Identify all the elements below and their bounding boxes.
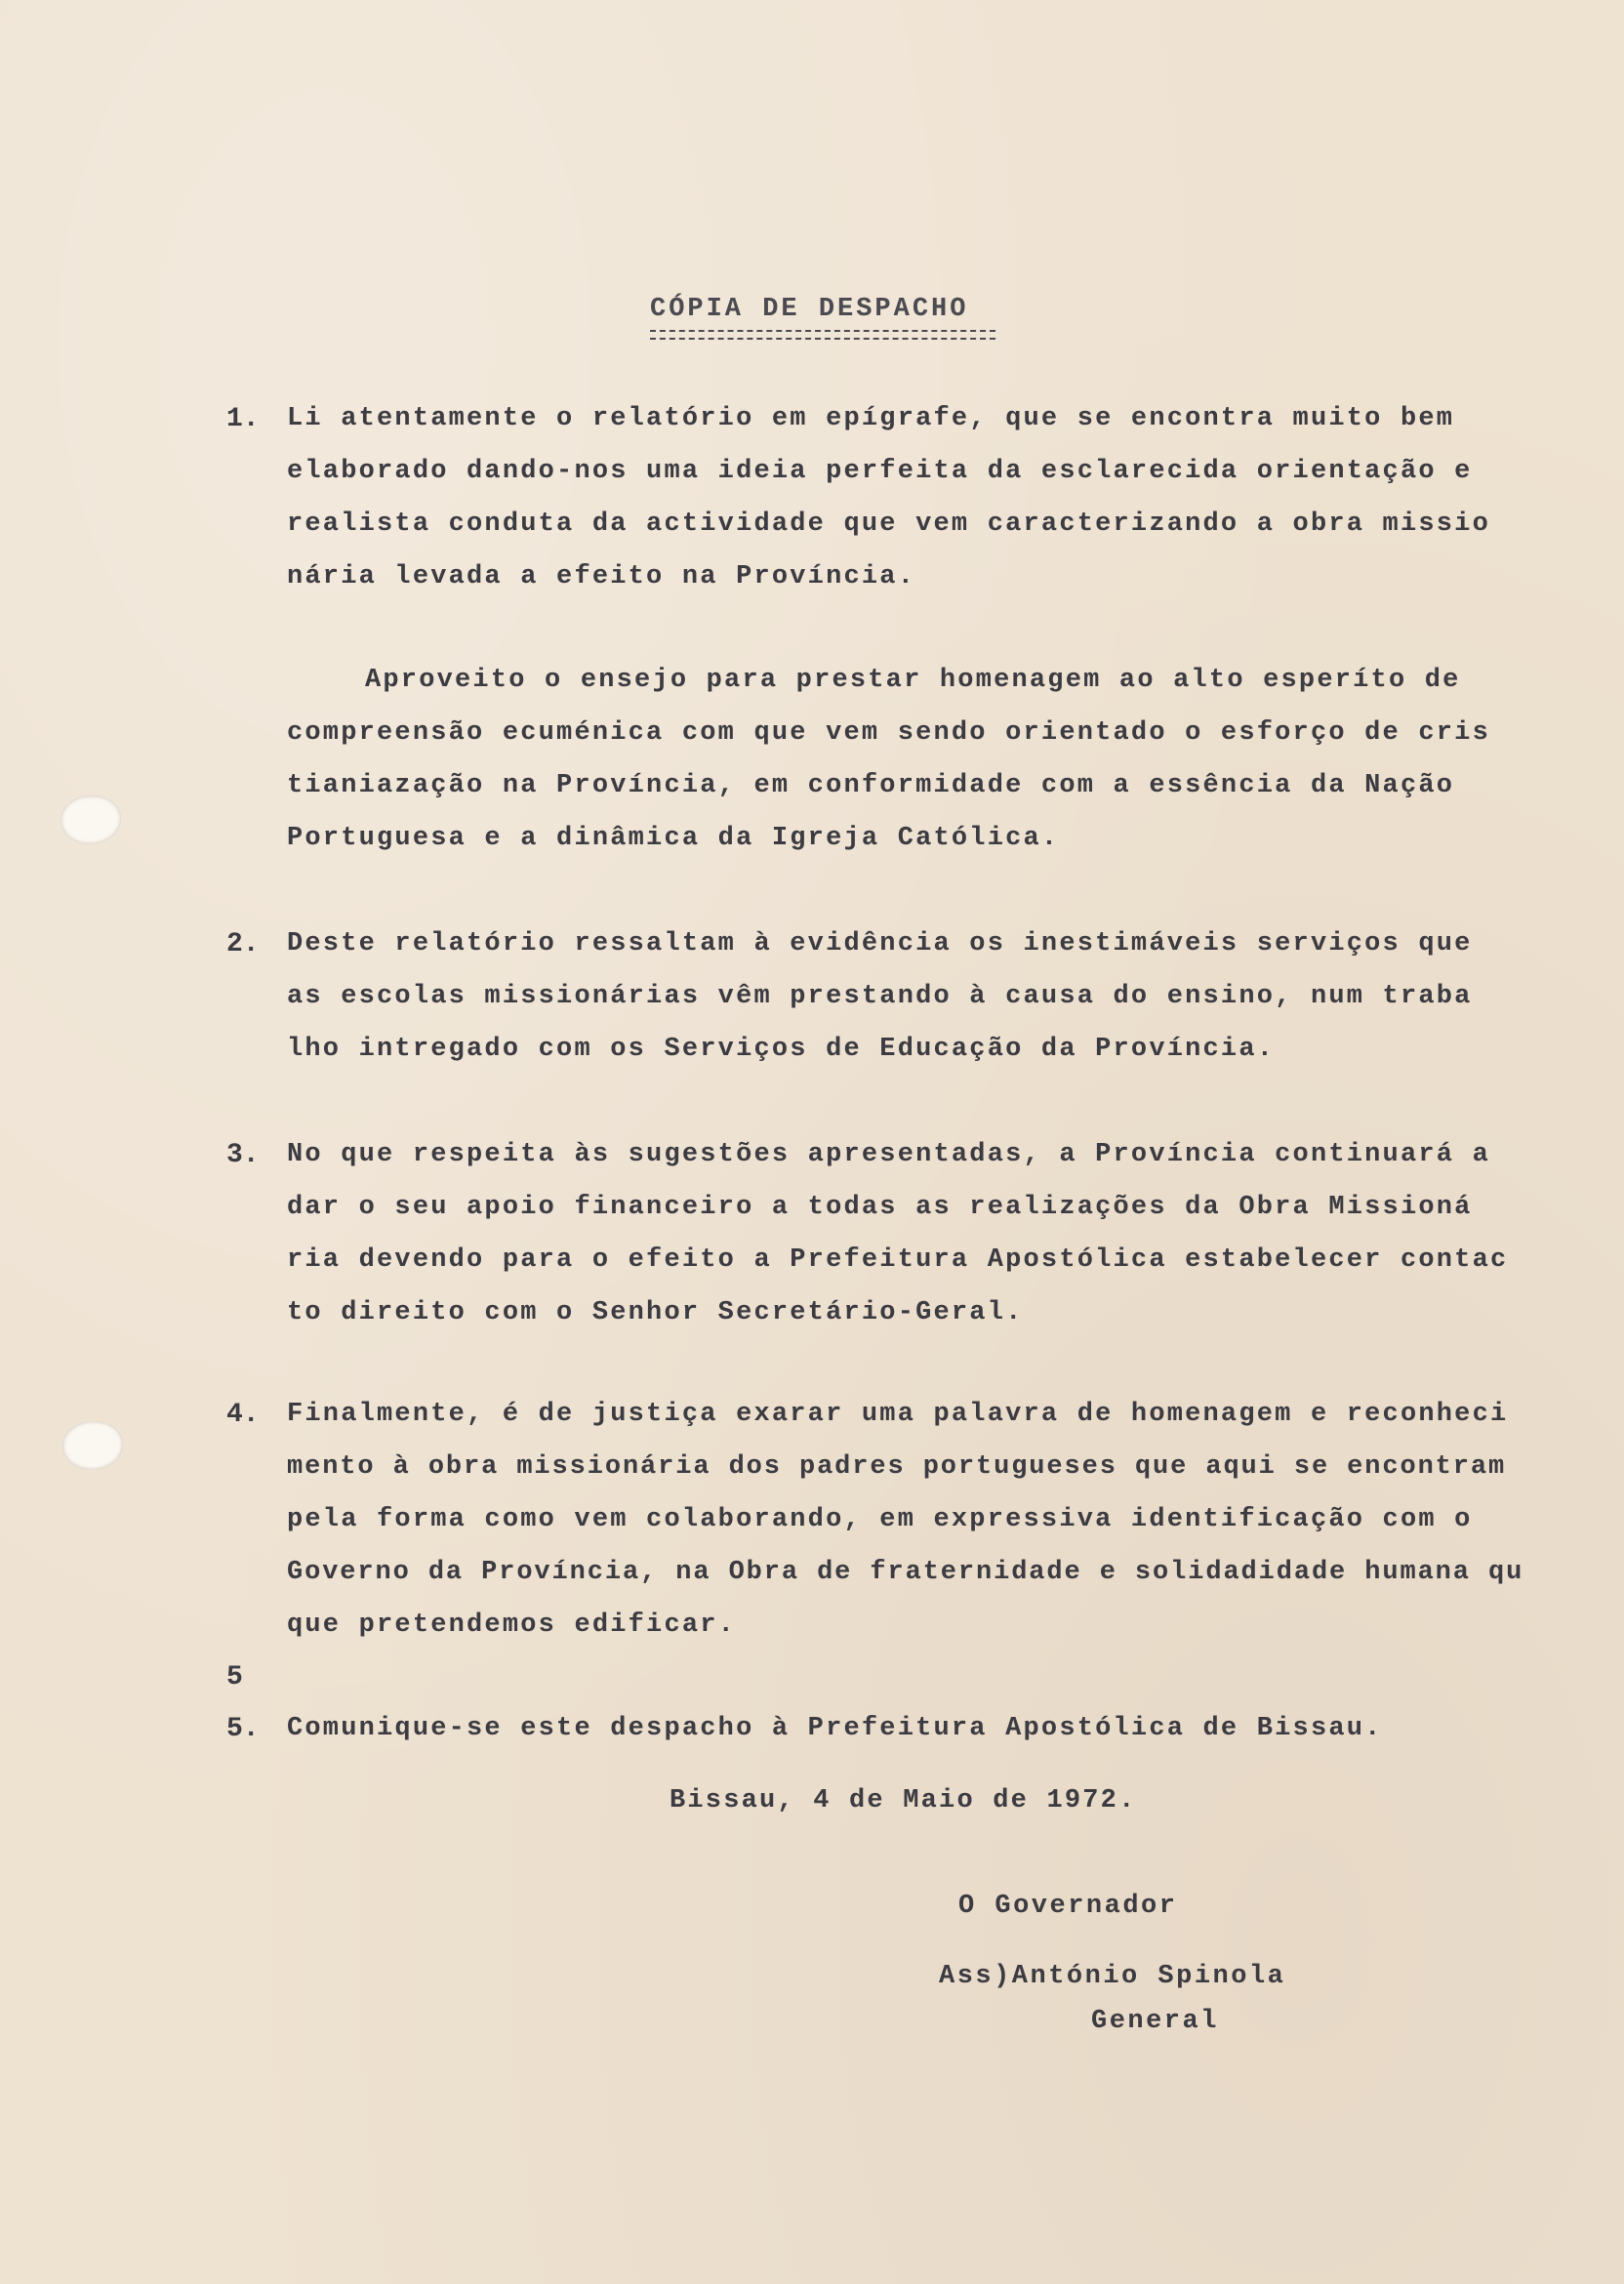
date-line: Bissau, 4 de Maio de 1972. xyxy=(670,1786,1137,1815)
paragraph-line: tianiazação na Província, em conformidade com a essência da Nação xyxy=(287,771,1455,800)
punch-hole xyxy=(61,795,121,844)
paragraph-line: mento à obra missionária dos padres portugueses que aqui se encontram xyxy=(287,1452,1507,1482)
paragraph-line: lho intregado com os Serviços de Educação da Província. xyxy=(287,1035,1276,1064)
punch-hole xyxy=(62,1421,123,1470)
paragraph-line: Portuguesa e a dinâmica da Igreja Católica. xyxy=(287,824,1060,853)
paragraph-line: No que respeita às sugestões apresentadas, a Província continuará a xyxy=(287,1140,1490,1169)
paragraph-line: to direito com o Senhor Secretário-Geral. xyxy=(287,1298,1024,1327)
paragraph-line: nária levada a efeito na Província. xyxy=(287,562,916,591)
signature-rank: General xyxy=(1091,2007,1219,2036)
item-number: 3. xyxy=(226,1140,260,1170)
paragraph-line: Deste relatório ressaltam à evidência os inestimáveis serviços que xyxy=(287,929,1473,958)
paragraph-line: realista conduta da actividade que vem caracterizando a obra missio xyxy=(287,510,1490,539)
signature-name: Ass)António Spinola xyxy=(939,1962,1286,1991)
paragraph-line: pela forma como vem colaborando, em expressiva identificação com o xyxy=(287,1505,1473,1534)
paragraph-line: Finalmente, é de justiça exarar uma palavra de homenagem e reconheci xyxy=(287,1400,1509,1429)
item-number: 5 xyxy=(226,1662,243,1693)
paragraph-line: Governo da Província, na Obra de fraternidade e solidadidade humana qu xyxy=(287,1558,1524,1587)
paragraph-line: dar o seu apoio financeiro a todas as realizações da Obra Missioná xyxy=(287,1193,1473,1222)
paragraph-line: elaborado dando-nos uma ideia perfeita da esclarecida orientação e xyxy=(287,457,1473,486)
paragraph-line: Li atentamente o relatório em epígrafe, que se encontra muito bem xyxy=(287,404,1455,433)
paragraph-line: ria devendo para o efeito a Prefeitura Apostólica estabelecer contac xyxy=(287,1245,1509,1275)
page-title: CÓPIA DE DESPACHO xyxy=(650,295,969,324)
item-number: 5. xyxy=(226,1714,260,1744)
paragraph-line: Comunique-se este despacho à Prefeitura Apostólica de Bissau. xyxy=(287,1714,1383,1743)
signature-role: O Governador xyxy=(958,1892,1178,1921)
paragraph-line: que pretendemos edificar. xyxy=(287,1611,737,1640)
paragraph-line: as escolas missionárias vêm prestando à causa do ensino, num traba xyxy=(287,982,1473,1011)
paragraph-line: Aproveito o ensejo para prestar homenagem ao alto esperíto de xyxy=(365,666,1461,695)
item-number: 2. xyxy=(226,929,260,959)
title-underline xyxy=(650,330,995,340)
item-number: 4. xyxy=(226,1400,260,1430)
item-number: 1. xyxy=(226,404,260,434)
paragraph-line: compreensão ecuménica com que vem sendo orientado o esforço de cris xyxy=(287,718,1490,748)
